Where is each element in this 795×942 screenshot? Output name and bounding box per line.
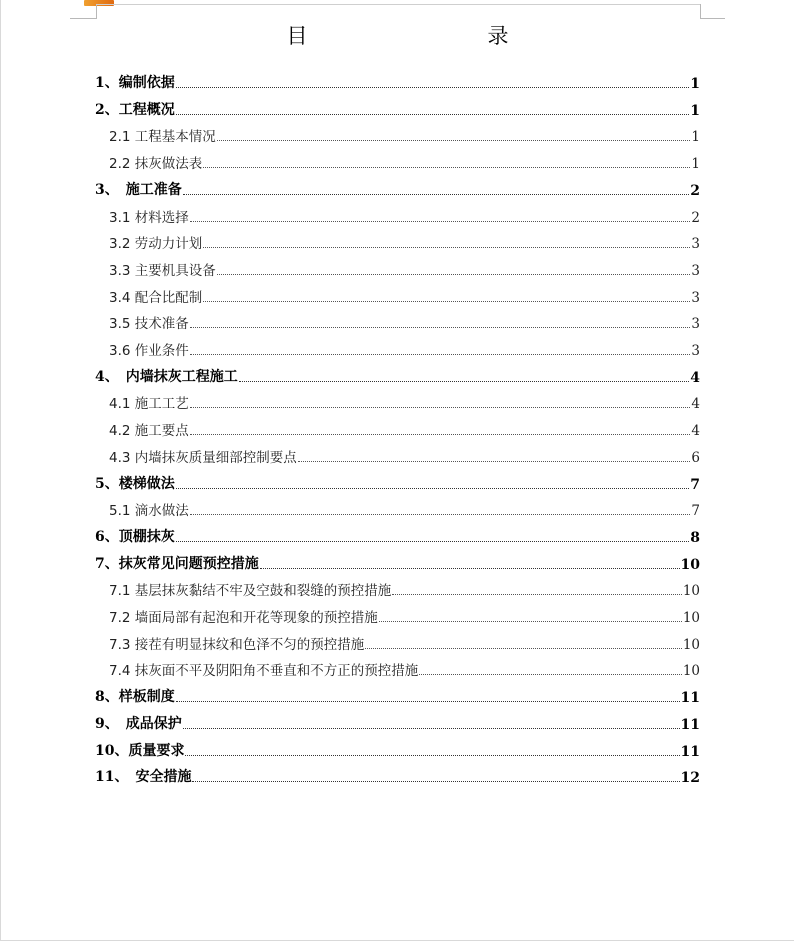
toc-entry-label: 2、工程概况 bbox=[95, 101, 175, 118]
toc-section-entry[interactable] bbox=[109, 606, 700, 626]
toc-entry-label: 5、楼梯做法 bbox=[95, 475, 175, 492]
toc-page-number: 10 bbox=[682, 636, 700, 653]
header-rule bbox=[96, 4, 700, 5]
dot-leader bbox=[203, 247, 690, 248]
toc-chapter-entry[interactable] bbox=[95, 713, 700, 733]
toc-page-number: 4 bbox=[691, 423, 700, 440]
toc-entry-label: 10、质量要求 bbox=[95, 742, 185, 759]
toc-entry-label: 7、抹灰常见问题预控措施 bbox=[95, 555, 259, 572]
toc-entry-label: 3、 施工准备 bbox=[95, 181, 182, 198]
toc-chapter-entry[interactable] bbox=[95, 72, 700, 92]
toc-entry-label: 2.1 工程基本情况 bbox=[109, 129, 216, 146]
toc-page-number: 2 bbox=[691, 209, 700, 226]
dot-leader bbox=[379, 621, 682, 622]
toc-chapter-entry[interactable] bbox=[95, 740, 700, 760]
toc-page-number: 8 bbox=[690, 529, 700, 546]
dot-leader bbox=[190, 434, 691, 435]
toc-section-entry[interactable] bbox=[109, 339, 700, 359]
toc-page-number: 1 bbox=[691, 156, 700, 173]
toc-section-entry[interactable] bbox=[109, 286, 700, 306]
dot-leader bbox=[190, 221, 691, 222]
toc-chapter-entry[interactable] bbox=[95, 526, 700, 546]
toc-page-number: 7 bbox=[690, 476, 700, 493]
dot-leader bbox=[190, 354, 691, 355]
toc-page-number: 11 bbox=[680, 690, 700, 707]
toc-section-entry[interactable] bbox=[109, 659, 700, 679]
toc-chapter-entry[interactable] bbox=[95, 553, 700, 573]
toc-page-number: 12 bbox=[680, 770, 700, 787]
toc-page-number: 1 bbox=[691, 129, 700, 146]
dot-leader bbox=[217, 140, 691, 141]
toc-page-number: 6 bbox=[691, 449, 700, 466]
toc-heading: 目 录 bbox=[286, 24, 555, 48]
toc-page-number: 1 bbox=[690, 76, 700, 92]
toc-page-number: 4 bbox=[691, 396, 700, 413]
toc-entry-label: 3.3 主要机具设备 bbox=[109, 262, 216, 279]
toc-page-number: 11 bbox=[680, 743, 700, 760]
dot-leader bbox=[176, 114, 690, 115]
toc-section-entry[interactable] bbox=[109, 392, 700, 412]
toc-entry-label: 7.4 抹灰面不平及阴阳角不垂直和不方正的预控措施 bbox=[109, 663, 419, 680]
dot-leader bbox=[365, 648, 682, 649]
crop-mark-top-left bbox=[70, 4, 97, 19]
toc-entry-label: 3.2 劳动力计划 bbox=[109, 236, 203, 253]
toc-page-number: 3 bbox=[691, 236, 700, 253]
dot-leader bbox=[190, 514, 691, 515]
toc-section-entry[interactable] bbox=[109, 633, 700, 653]
toc-page-number: 10 bbox=[682, 610, 700, 626]
toc-section-entry[interactable] bbox=[109, 312, 700, 332]
toc-entry-label: 4.3 内墙抹灰质量细部控制要点 bbox=[109, 449, 297, 466]
toc-section-entry[interactable] bbox=[109, 152, 700, 172]
toc-entry-label: 4、 内墙抹灰工程施工 bbox=[95, 368, 238, 385]
dot-leader bbox=[419, 674, 682, 675]
toc-page-number: 11 bbox=[680, 716, 700, 733]
toc-chapter-entry[interactable] bbox=[95, 99, 700, 119]
toc-page-number: 2 bbox=[690, 182, 700, 199]
dot-leader bbox=[192, 781, 679, 782]
toc-section-entry[interactable] bbox=[109, 232, 700, 252]
dot-leader bbox=[176, 87, 690, 88]
toc-chapter-entry[interactable] bbox=[95, 366, 700, 386]
toc-entry-label: 7.1 基层抹灰黏结不牢及空鼓和裂缝的预控措施 bbox=[109, 583, 392, 600]
toc-page-number: 10 bbox=[682, 663, 700, 680]
dot-leader bbox=[190, 327, 691, 328]
toc-page-number: 10 bbox=[682, 583, 700, 600]
toc-section-entry[interactable] bbox=[109, 125, 700, 145]
toc-entry-label: 4.2 施工要点 bbox=[109, 423, 189, 440]
toc-page-number: 3 bbox=[691, 289, 700, 306]
toc-page-number: 3 bbox=[691, 262, 700, 279]
dot-leader bbox=[183, 728, 680, 729]
dot-leader bbox=[190, 407, 691, 408]
toc-chapter-entry[interactable] bbox=[95, 473, 700, 493]
dot-leader bbox=[203, 301, 690, 302]
toc-page-number: 3 bbox=[691, 343, 700, 359]
toc-section-entry[interactable] bbox=[109, 446, 700, 466]
dot-leader bbox=[176, 488, 690, 489]
toc-entry-label: 1、编制依据 bbox=[95, 75, 175, 91]
toc-entry-label: 7.2 墙面局部有起泡和开花等现象的预控措施 bbox=[109, 610, 378, 626]
toc-entry-label: 3.4 配合比配制 bbox=[109, 289, 203, 306]
toc-entry-label: 11、 安全措施 bbox=[95, 769, 192, 786]
toc-entry-label: 8、样板制度 bbox=[95, 689, 175, 706]
toc-chapter-entry[interactable] bbox=[95, 766, 700, 786]
toc-section-entry[interactable] bbox=[109, 419, 700, 439]
toc-entry-label: 4.1 施工工艺 bbox=[109, 396, 189, 413]
toc-page-number: 1 bbox=[690, 102, 700, 119]
dot-leader bbox=[298, 461, 691, 462]
crop-mark-top-right bbox=[700, 4, 725, 19]
toc-section-entry[interactable] bbox=[109, 579, 700, 599]
dot-leader bbox=[260, 568, 680, 569]
dot-leader bbox=[217, 274, 691, 275]
toc-entry-label: 3.5 技术准备 bbox=[109, 316, 189, 333]
toc-entry-label: 3.1 材料选择 bbox=[109, 209, 189, 226]
dot-leader bbox=[239, 381, 690, 382]
dot-leader bbox=[176, 701, 680, 702]
dot-leader bbox=[203, 167, 690, 168]
toc-section-entry[interactable] bbox=[109, 259, 700, 279]
toc-page-number: 7 bbox=[691, 503, 700, 520]
dot-leader bbox=[392, 594, 682, 595]
toc-entry-label: 7.3 接茬有明显抹纹和色泽不匀的预控措施 bbox=[109, 636, 365, 653]
toc-entry-label: 3.6 作业条件 bbox=[109, 343, 189, 359]
toc-entry-label: 5.1 滴水做法 bbox=[109, 503, 189, 520]
toc-section-entry[interactable] bbox=[109, 499, 700, 519]
toc-chapter-entry[interactable] bbox=[95, 686, 700, 706]
toc-entry-label: 2.2 抹灰做法表 bbox=[109, 156, 203, 173]
toc-page-number: 10 bbox=[680, 556, 700, 573]
toc-page-number: 3 bbox=[691, 316, 700, 333]
dot-leader bbox=[176, 541, 690, 542]
toc-entry-label: 9、 成品保护 bbox=[95, 715, 182, 732]
dot-leader bbox=[183, 194, 690, 195]
toc-chapter-entry[interactable] bbox=[95, 179, 700, 199]
dot-leader bbox=[185, 755, 679, 756]
toc-page-number: 4 bbox=[690, 369, 700, 386]
toc-section-entry[interactable] bbox=[109, 206, 700, 226]
toc-entry-label: 6、顶棚抹灰 bbox=[95, 528, 175, 545]
